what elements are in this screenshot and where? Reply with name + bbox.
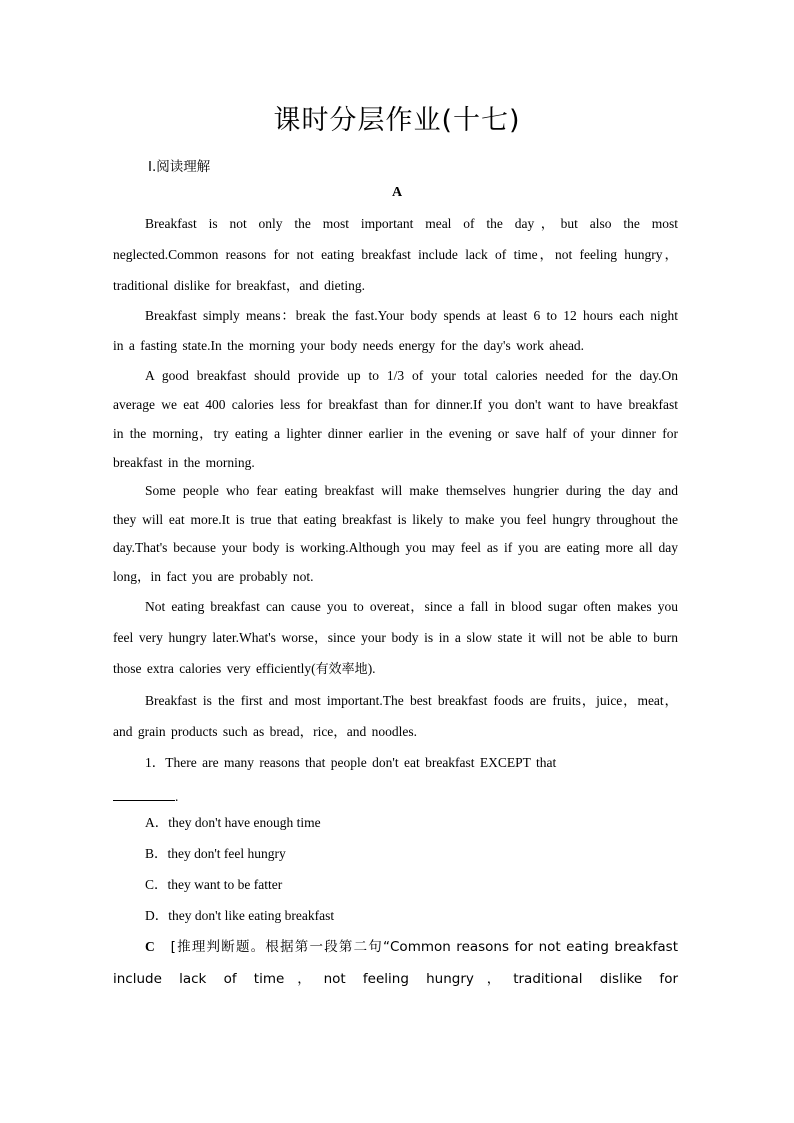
blank-period: . [175,789,179,804]
paragraph-5-text: Not eating breakfast can cause you to overeat，since a fall in blood sugar often makes you feel very hungry later.What's worse，since your body is in a slow state it will not be able to burn those extra calories very efficiently( [113,599,678,676]
answer-text: [推理判断题。根据第一段第二句“Common reasons for not eating breakfast include lack of time，not feeling hungry，traditional dislike for [113,939,679,987]
page-title: 课时分层作业(十七) [273,105,521,136]
paragraph-1: Breakfast is not only the most important meal of the day，but also the most neglected.Common reasons for not eating breakfast include lack of time，not feeling hungry，traditional dislike for breakfast，and dieting. [113,216,678,293]
section-heading: Ⅰ.阅读理解 [148,159,211,175]
gloss-close: ). [367,661,376,676]
option-b: B．they don't feel hungry [145,846,286,861]
option-a: A．they don't have enough time [145,815,321,830]
paragraph-5 [113,591,678,685]
question-stem: 1．There are many reasons that people don't eat breakfast EXCEPT that [145,755,557,770]
paragraph-4: Some people who fear eating breakfast will make themselves hungrier during the day and they will eat more.It is true that eating breakfast is likely to make you feel hungry throughout the day.That's because your body is working.Although you may feel as if you are eating more all day long，in fact you are probably not. [113,483,678,584]
blank-line [113,778,175,801]
passage-label: A [391,185,403,200]
answer-blank [113,778,678,801]
option-c: C．they want to be fatter [145,877,283,892]
gloss-chinese: 有效率地 [315,662,368,677]
passage-body [113,208,678,995]
answer-letter: C [145,939,155,954]
paragraph-6: Breakfast is the first and most important.The best breakfast foods are fruits，juice，meat，and grain products such as bread，rice，and noodles. [113,693,678,739]
paragraph-2: Breakfast simply means：break the fast.Your body spends at least 6 to 12 hours each night in a fasting state.In the morning your body needs energy for the day's work ahead. [113,308,678,353]
option-d: D．they don't like eating breakfast [145,908,335,923]
answer-explanation [113,931,678,995]
paragraph-3: A good breakfast should provide up to 1/3 of your total calories needed for the day.On average we eat 400 calories less for breakfast than for dinner.If you don't want to have breakfast in the morning，try eating a lighter dinner earlier in the evening or save half of your dinner for breakfast in the morning. [113,368,678,470]
